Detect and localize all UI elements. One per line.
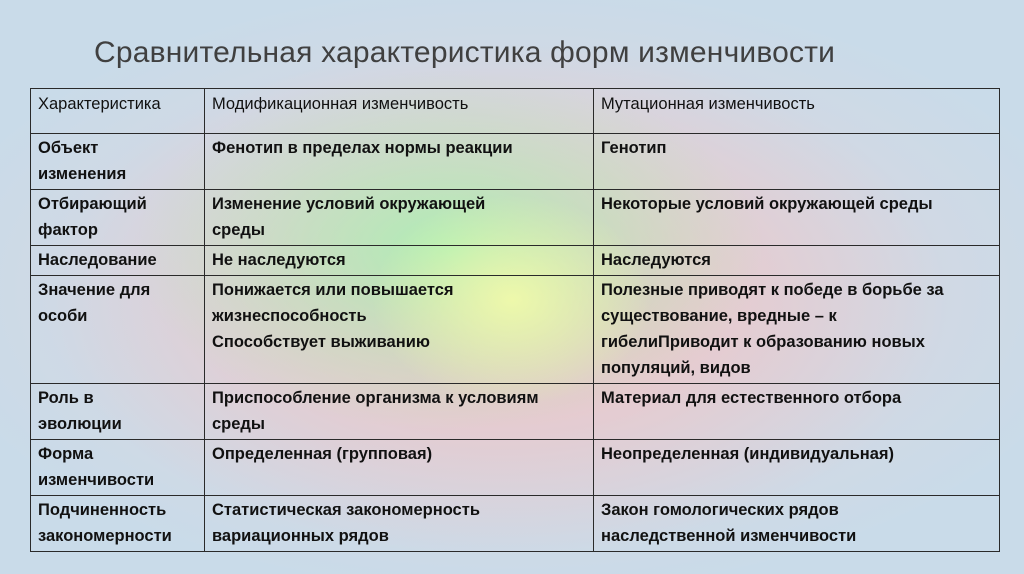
modification-cell — [205, 190, 594, 246]
cell-text-line: Объект — [38, 139, 99, 157]
mutation-cell — [594, 440, 1000, 496]
modification-cell — [205, 134, 594, 190]
table-row — [31, 246, 1000, 276]
cell-text-line: жизнеспособность — [212, 307, 367, 325]
cell-text-line: Фенотип в пределах нормы реакции — [212, 139, 513, 157]
column-header-characteristic: Характеристика — [31, 89, 205, 134]
cell-text-line: Некоторые условий окружающей среды — [601, 195, 933, 213]
table-row — [31, 496, 1000, 552]
cell-text-line: Наследуются — [601, 251, 711, 269]
cell-text-line: Подчиненность — [38, 501, 167, 519]
cell-text-line: существование, вредные – к — [601, 307, 837, 325]
cell-text-line: закономерности — [38, 527, 172, 545]
cell-text-line: наследственной изменчивости — [601, 527, 857, 545]
table-row — [31, 190, 1000, 246]
cell-text-line: Не наследуются — [212, 251, 346, 269]
cell-text-line: Материал для естественного отбора — [601, 389, 902, 407]
cell-text-line: гибелиПриводит к образованию новых — [601, 333, 925, 351]
slide-title: Сравнительная характеристика форм изменчивости — [94, 36, 836, 69]
cell-text-line: фактор — [38, 221, 98, 239]
modification-cell — [205, 384, 594, 440]
cell-text-line: особи — [38, 307, 88, 325]
mutation-cell — [594, 190, 1000, 246]
cell-text-line: Неопределенная (индивидуальная) — [601, 445, 895, 463]
mutation-cell — [594, 246, 1000, 276]
cell-text-line: Роль в — [38, 389, 94, 407]
cell-text-line: Определенная (групповая) — [212, 445, 433, 463]
table-row — [31, 440, 1000, 496]
cell-text-line: Значение для — [38, 281, 151, 299]
table-row — [31, 134, 1000, 190]
cell-text-line: Полезные приводят к победе в борьбе за — [601, 281, 944, 299]
cell-text-line: Закон гомологических рядов — [601, 501, 839, 519]
table-row — [31, 384, 1000, 440]
row-label-cell — [31, 440, 205, 496]
cell-text-line: Форма — [38, 445, 94, 463]
modification-cell — [205, 276, 594, 384]
row-label-cell — [31, 276, 205, 384]
table-row — [31, 276, 1000, 384]
table-header-row — [31, 89, 1000, 134]
cell-text-line: популяций, видов — [601, 359, 751, 377]
row-label-cell — [31, 190, 205, 246]
row-label-cell — [31, 134, 205, 190]
cell-text-line: изменения — [38, 165, 127, 183]
row-label-cell — [31, 246, 205, 276]
modification-cell — [205, 440, 594, 496]
cell-text-line: Генотип — [601, 139, 667, 157]
cell-text-line: Статистическая закономерность — [212, 501, 480, 519]
modification-cell — [205, 496, 594, 552]
mutation-cell — [594, 276, 1000, 384]
modification-cell — [205, 246, 594, 276]
cell-text-line: Отбирающий — [38, 195, 147, 213]
mutation-cell — [594, 384, 1000, 440]
cell-text-line: среды — [212, 221, 265, 239]
mutation-cell — [594, 134, 1000, 190]
cell-text-line: эволюции — [38, 415, 122, 433]
cell-text-line: Способствует выживанию — [212, 333, 430, 351]
cell-text-line: вариационных рядов — [212, 527, 389, 545]
mutation-cell — [594, 496, 1000, 552]
cell-text-line: Приспособление организма к условиям — [212, 389, 539, 407]
column-header-modification: Модификационная изменчивость — [205, 89, 594, 134]
cell-text-line: Изменение условий окружающей — [212, 195, 486, 213]
cell-text-line: изменчивости — [38, 471, 155, 489]
cell-text-line: Понижается или повышается — [212, 281, 454, 299]
row-label-cell — [31, 384, 205, 440]
column-header-mutation: Мутационная изменчивость — [594, 89, 1000, 134]
row-label-cell — [31, 496, 205, 552]
cell-text-line: Наследование — [38, 251, 157, 269]
cell-text-line: среды — [212, 415, 265, 433]
comparison-table — [30, 88, 1000, 552]
